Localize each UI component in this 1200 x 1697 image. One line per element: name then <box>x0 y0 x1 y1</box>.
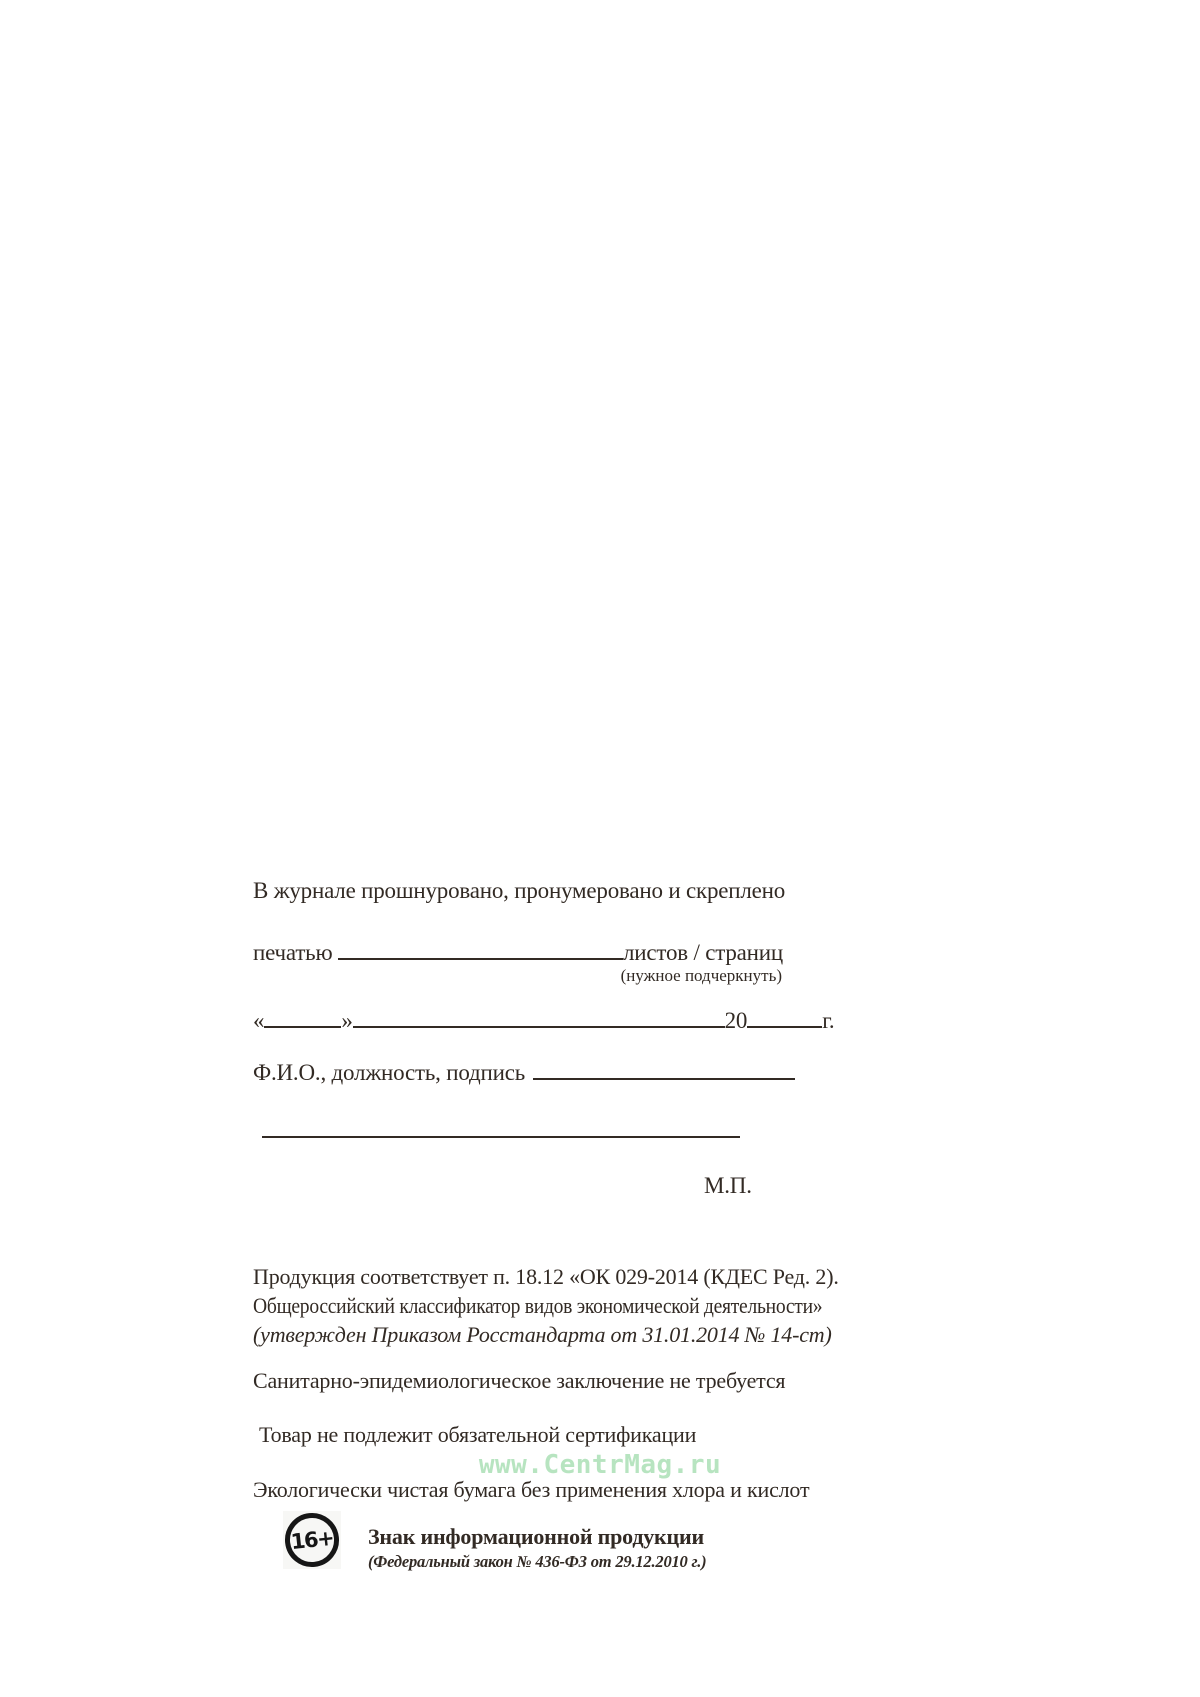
stamp-place-label: М.П. <box>704 1173 752 1198</box>
centrmag-watermark: www.CentrMag.ru <box>478 1450 722 1480</box>
sheets-label: листов / страниц <box>623 940 783 965</box>
certification-statement: Товар не подлежит обязательной сертификации <box>259 1422 697 1447</box>
seal-row <box>253 940 783 966</box>
compliance-line-3: (утвержден Приказом Росстандарта от 31.01.2014 № 14-ст) <box>253 1322 832 1347</box>
fio-blank <box>533 1073 795 1080</box>
age-badge-box <box>283 1511 341 1569</box>
quote-close: » <box>341 1008 353 1033</box>
compliance-line-1: Продукция соответствует п. 18.12 «ОК 029-2014 (КДЕС Ред. 2). <box>253 1264 839 1289</box>
compliance-line-2: Общероссийский классификатор видов экономической деятельности» <box>253 1293 823 1318</box>
year-prefix: 20 <box>724 1008 748 1033</box>
day-blank <box>264 1021 341 1028</box>
underline-note-wrap <box>560 966 782 986</box>
sanitary-statement: Санитарно-эпидемиологическое заключение не требуется <box>253 1368 786 1393</box>
info-product-law: (Федеральный закон № 436-ФЗ от 29.12.2010 г.) <box>368 1552 707 1571</box>
sheets-count-blank <box>338 953 623 960</box>
underline-note: (нужное подчеркнуть) <box>620 966 782 985</box>
seal-prefix-label: печатью <box>253 940 333 965</box>
age-16plus-icon: 16+ <box>282 1510 341 1569</box>
signature-line <box>262 1136 740 1138</box>
month-blank <box>353 1021 725 1028</box>
date-row <box>253 1008 834 1034</box>
quote-open: « <box>253 1008 265 1033</box>
compliance-paragraph <box>253 1262 893 1349</box>
fio-label: Ф.И.О., должность, подпись <box>253 1060 526 1085</box>
year-blank <box>747 1021 822 1028</box>
eco-paper-statement: Экологически чистая бумага без применения хлора и кислот <box>253 1477 810 1502</box>
fio-row <box>253 1060 795 1086</box>
bound-statement: В журнале прошнуровано, пронумеровано и скреплено <box>253 878 786 903</box>
year-suffix: г. <box>822 1008 835 1033</box>
info-product-title: Знак информационной продукции <box>368 1524 704 1549</box>
